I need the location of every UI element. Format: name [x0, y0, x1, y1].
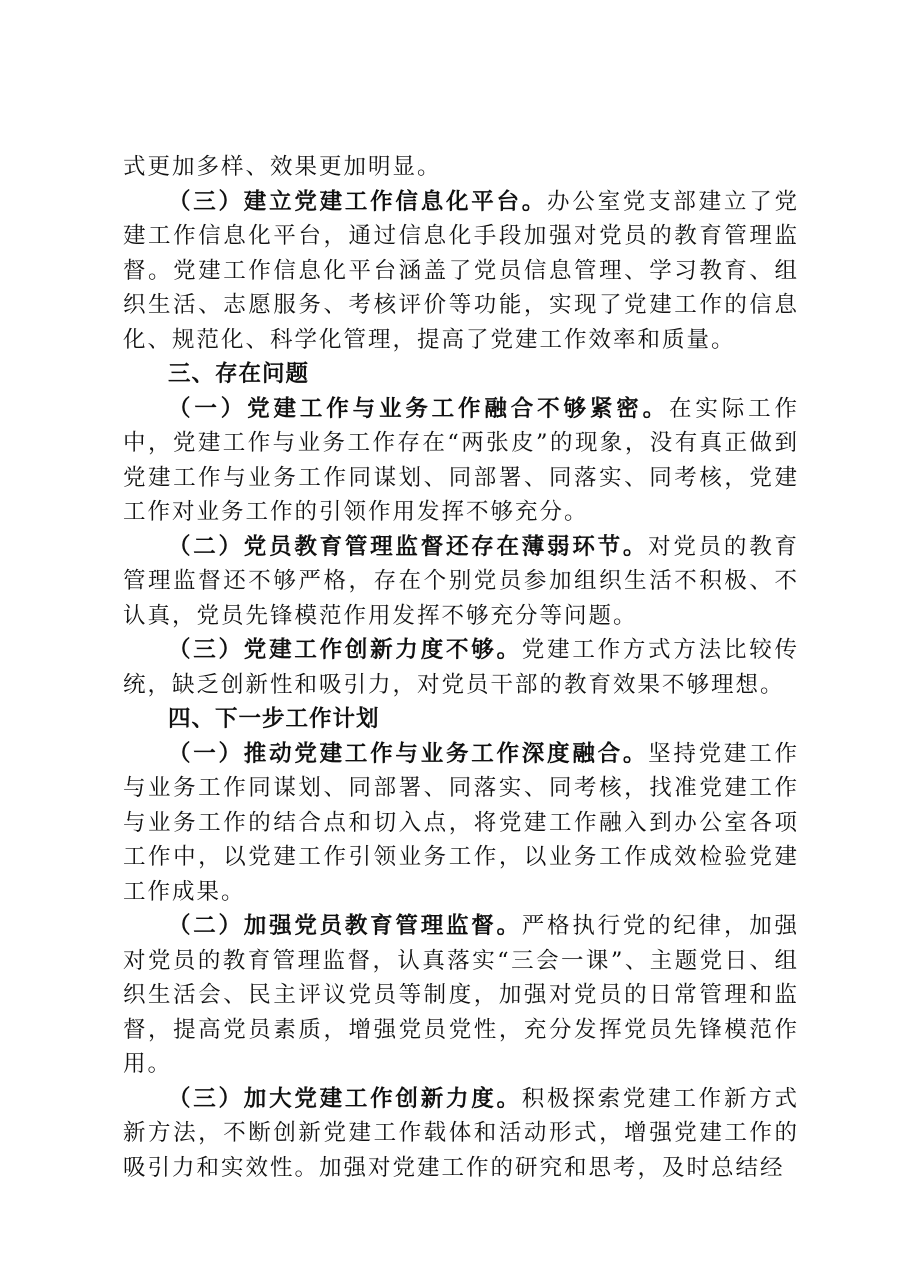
paragraph-continuation — [123, 150, 799, 185]
paragraph-text: 严格执行党的纪律，加强对党员的教育管理监督，认真落实“三会一课”、主题党日、组织生活会、民主评议党员等制度，加强对党员的日常管理和监督，提高党员素质，增强党员党性，充分发挥党员先锋模范作用。 — [123, 913, 799, 1077]
paragraph-lead: （二）党员教育管理监督还存在薄弱环节。 — [168, 533, 649, 560]
paragraph-text: 办公室党支部建立了党建工作信息化平台，通过信息化手段加强对党员的教育管理监督。党建工作信息化平台涵盖了党员信息管理、学习教育、组织生活、志愿服务、考核评价等功能，实现了党建工作的信息化、规范化、科学化管理，提高了党建工作效率和质量。 — [123, 188, 799, 353]
paragraph-plan-1 — [123, 737, 799, 910]
paragraph-text: 党建工作方式方法比较传统，缺乏创新性和吸引力，对党员干部的教育效果不够理想。 — [123, 637, 799, 698]
paragraph-problem-3 — [123, 633, 799, 702]
paragraph-problem-2 — [123, 530, 799, 634]
paragraph-text: 在实际工作中，党建工作与业务工作存在“两张皮”的现象，没有真正做到党建工作与业务工作同谋划、同部署、同落实、同考核，党建工作对业务工作的引领作用发挥不够充分。 — [123, 395, 799, 525]
paragraph-lead: （二）加强党员教育管理监督。 — [168, 913, 522, 939]
paragraph-lead: （三）加大党建工作创新力度。 — [168, 1085, 522, 1112]
section-heading-next-steps: 四、下一步工作计划 — [168, 706, 380, 732]
paragraph-text: 对党员的教育管理监督还不够严格，存在个别党员参加组织生活不积极、不认真，党员先锋模范作用发挥不够充分等问题。 — [123, 533, 799, 629]
paragraph-text: 积极探索党建工作新方式新方法，不断创新党建工作载体和活动形式，增强党建工作的吸引力和实效性。加强对党建工作的研究和思考，及时总结经 — [123, 1085, 799, 1181]
paragraph-problem-1 — [123, 392, 799, 530]
paragraph-lead: （三）党建工作创新力度不够。 — [168, 637, 522, 663]
paragraph-text: 式更加多样、效果更加明显。 — [123, 154, 442, 180]
paragraph-lead: （一）推动党建工作与业务工作深度融合。 — [168, 740, 649, 767]
section-heading-problems: 三、存在问题 — [168, 361, 310, 387]
paragraph-info-platform — [123, 185, 799, 358]
paragraph-lead: （三）建立党建工作信息化平台。 — [168, 188, 548, 215]
document-body — [123, 150, 799, 1185]
paragraph-plan-3 — [123, 1082, 799, 1186]
paragraph-plan-2 — [123, 909, 799, 1082]
paragraph-lead: （一）党建工作与业务工作融合不够紧密。 — [168, 395, 669, 422]
paragraph-text: 坚持党建工作与业务工作同谋划、同部署、同落实、同考核，找准党建工作与业务工作的结合点和切入点，将党建工作融入到办公室各项工作中，以党建工作引领业务工作，以业务工作成效检验党建工作成果。 — [123, 740, 799, 905]
